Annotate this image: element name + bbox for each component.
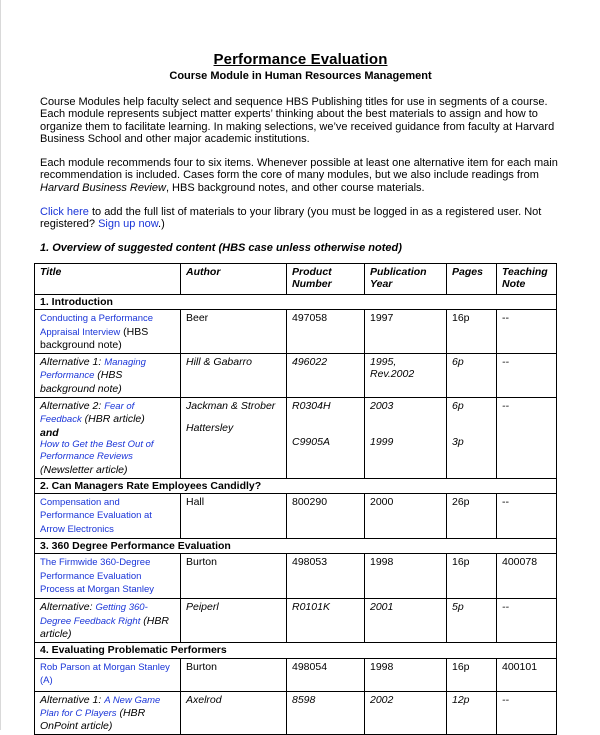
product-1: R0304H xyxy=(292,400,331,413)
year-cell: 1997 xyxy=(365,310,447,354)
author-cell: Peiperl xyxy=(181,599,287,643)
year-cell: 1995, Rev.2002 xyxy=(365,354,447,398)
group-row xyxy=(35,539,557,554)
year-1: 2003 xyxy=(370,400,394,413)
author-cell: Hill & Gabarro xyxy=(181,354,287,398)
item-prefix: Alternative: xyxy=(40,601,96,614)
pages-cell: 5p xyxy=(447,599,497,643)
product-cell: 800290 xyxy=(287,494,365,539)
group-title: 1. Introduction xyxy=(35,295,557,310)
item-note-2: (Newsletter article) xyxy=(40,463,128,476)
product-2: C9905A xyxy=(292,436,330,449)
title-cell xyxy=(35,691,181,735)
module-paragraph xyxy=(40,157,565,194)
item-prefix: Alternative 2: xyxy=(40,400,105,413)
teaching-note-cell: 400078 xyxy=(497,554,557,599)
product-cell: 496022 xyxy=(287,354,365,398)
year-cell: 1998 xyxy=(365,658,447,691)
title-cell xyxy=(35,354,181,398)
page-subtitle: Course Module in Human Resources Management xyxy=(169,70,432,82)
pages-cell: 16p xyxy=(447,310,497,354)
group-row xyxy=(35,478,557,493)
year-cell xyxy=(365,398,447,479)
author-cell xyxy=(181,398,287,479)
item-prefix: Alternative 1: xyxy=(40,356,105,369)
item-note: (HBR article) xyxy=(40,614,169,640)
item-prefix: Alternative 1: xyxy=(40,693,105,706)
pages-1: 6p xyxy=(452,400,464,413)
table-row xyxy=(35,398,557,479)
teaching-note-cell: -- xyxy=(497,398,557,479)
item-link[interactable]: Rob Parson at Morgan Stanley (A) xyxy=(40,661,170,686)
teaching-note-cell: -- xyxy=(497,599,557,643)
pages-cell: 12p xyxy=(447,691,497,735)
product-cell xyxy=(287,398,365,479)
content-table xyxy=(34,263,557,735)
teaching-note-cell: -- xyxy=(497,310,557,354)
hbr-title: Harvard Business Review xyxy=(40,181,166,194)
title-cell xyxy=(35,658,181,691)
and-label: and xyxy=(40,426,59,439)
table-header-row xyxy=(35,264,557,295)
table-row xyxy=(35,354,557,398)
teaching-note-cell: -- xyxy=(497,354,557,398)
group-title: 2. Can Managers Rate Employees Candidly? xyxy=(35,478,557,493)
author-1: Jackman & Strober xyxy=(186,400,276,413)
item-note: (HBS background note) xyxy=(40,369,123,395)
product-cell: 498054 xyxy=(287,658,365,691)
group-row xyxy=(35,643,557,658)
item-link[interactable]: Compensation and Performance Evaluation at Arrow Electronics xyxy=(40,497,152,535)
pages-cell: 16p xyxy=(447,554,497,599)
product-cell: 497058 xyxy=(287,310,365,354)
library-paragraph xyxy=(40,206,565,231)
header-teaching-note: Teaching Note xyxy=(497,264,557,295)
title-cell xyxy=(35,494,181,539)
header-author: Author xyxy=(181,264,287,295)
pages-cell xyxy=(447,398,497,479)
item-link[interactable]: A New Game Plan for C Players xyxy=(40,694,161,719)
header-title: Title xyxy=(35,264,181,295)
pages-cell: 16p xyxy=(447,658,497,691)
library-paragraph-text: to add the full list of materials to your library (you must be logged in as a registered user. Not registered? xyxy=(40,206,542,231)
click-here-link[interactable]: Click here xyxy=(40,206,89,218)
item-note: (HBR article) xyxy=(81,413,145,426)
sign-up-link[interactable]: Sign up now xyxy=(98,218,159,231)
item-link[interactable]: Getting 360-Degree Feedback Right xyxy=(40,602,148,627)
item-note: (HBR OnPoint article) xyxy=(40,706,146,733)
section-heading: 1. Overview of suggested content (HBS case unless otherwise noted) xyxy=(40,242,402,254)
intro-paragraph: Course Modules help faculty select and sequence HBS Publishing titles for use in segments of a course. Each module represents subject matter experts’ thinking about the best materials to assign and how to organize them to facilitate learning. In making selections, we’ve received guidance from faculty at Harvard Business School and other major academic institutions. xyxy=(40,96,555,146)
title-cell xyxy=(35,599,181,643)
year-cell: 2000 xyxy=(365,494,447,539)
year-2: 1999 xyxy=(370,436,394,449)
author-cell: Burton xyxy=(181,554,287,599)
author-cell: Axelrod xyxy=(181,691,287,735)
author-cell: Burton xyxy=(181,658,287,691)
product-cell: 8598 xyxy=(287,691,365,735)
pages-cell: 26p xyxy=(447,494,497,539)
teaching-note-cell: -- xyxy=(497,691,557,735)
title-cell xyxy=(35,310,181,354)
group-title: 3. 360 Degree Performance Evaluation xyxy=(35,539,557,554)
table-row xyxy=(35,494,557,539)
module-paragraph-text-end: , HBS background notes, and other course materials. xyxy=(165,181,425,194)
product-cell: 498053 xyxy=(287,554,365,599)
table-row xyxy=(35,599,557,643)
item-link[interactable]: Managing Performance xyxy=(40,357,146,382)
pages-2: 3p xyxy=(452,436,464,449)
group-title: 4. Evaluating Problematic Performers xyxy=(35,643,557,658)
table-row xyxy=(35,310,557,354)
table-row xyxy=(35,691,557,735)
author-2: Hattersley xyxy=(186,422,234,435)
pages-cell: 6p xyxy=(447,354,497,398)
title-cell xyxy=(35,398,181,479)
header-publication-year: Publication Year xyxy=(365,264,447,295)
page-title: Performance Evaluation xyxy=(213,51,388,68)
year-cell: 1998 xyxy=(365,554,447,599)
item-link[interactable]: Fear of Feedback xyxy=(40,401,135,426)
group-row xyxy=(35,295,557,310)
header-pages: Pages xyxy=(447,264,497,295)
title-cell xyxy=(35,554,181,599)
header-product-number: Product Number xyxy=(287,264,365,295)
library-paragraph-end: .) xyxy=(158,218,165,231)
table-row xyxy=(35,658,557,691)
table-row xyxy=(35,554,557,599)
teaching-note-cell: 400101 xyxy=(497,658,557,691)
author-cell: Beer xyxy=(181,310,287,354)
module-paragraph-text: Each module recommends four to six items. Whenever possible at least one alternative item for each main recommendation is included. Cases form the core of many modules, but we also include readings from xyxy=(40,157,558,182)
teaching-note-cell: -- xyxy=(497,494,557,539)
item-link[interactable]: The Firmwide 360-Degree Performance Evaluation Process at Morgan Stanley xyxy=(40,557,155,595)
item-link[interactable]: Conducting a Performance Appraisal Interview xyxy=(40,313,154,338)
year-cell: 2002 xyxy=(365,691,447,735)
year-cell: 2001 xyxy=(365,599,447,643)
item-note: (HBS background note) xyxy=(40,325,149,351)
author-cell: Hall xyxy=(181,494,287,539)
product-cell: R0101K xyxy=(287,599,365,643)
item-link-2[interactable]: How to Get the Best Out of Performance Reviews xyxy=(40,438,154,463)
